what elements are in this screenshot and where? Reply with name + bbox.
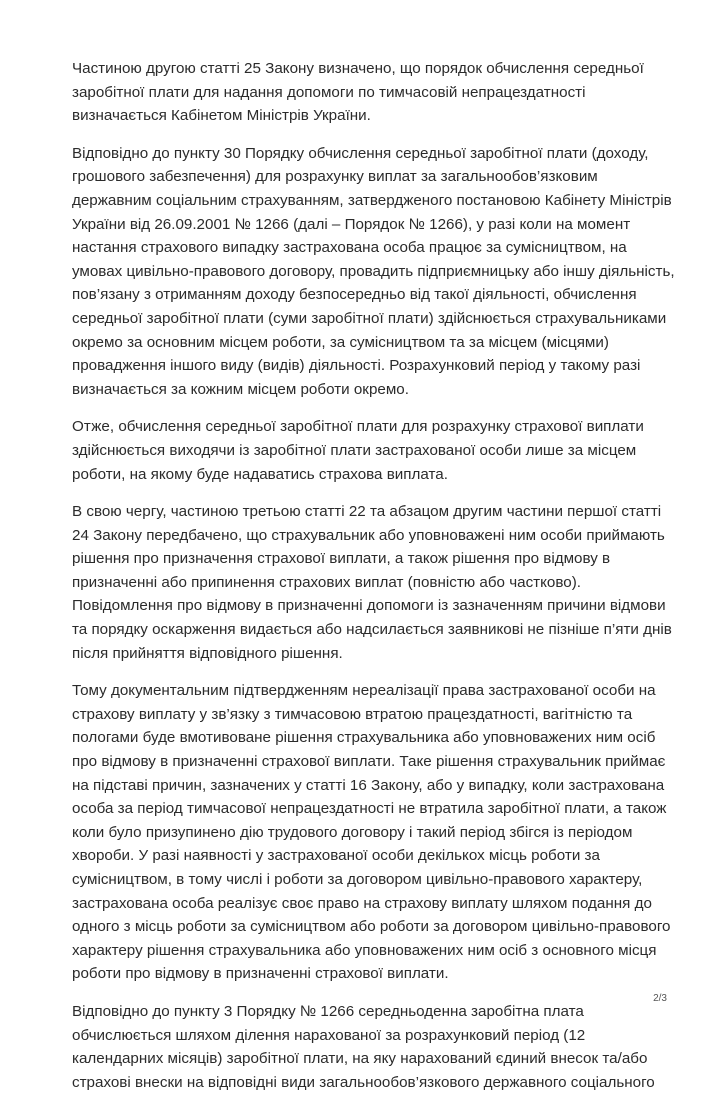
page-number: 2/3 [653,993,667,1004]
text-line: умовах цивільно-правового договору, провадить підприємницьку або іншу діяльність, [72,262,675,280]
text-line: роботи, на якому буде надаватись страхова виплата. [72,465,448,483]
text-line: Відповідно до пункту 30 Порядку обчислення середньої заробітної плати (доходу, [72,144,649,162]
text-line: коли було призупинено дію трудового договору і такий період збігся із періодом [72,823,633,841]
text-line: В свою чергу, частиною третьою статті 22 та абзацом другим частини першої статті [72,503,662,521]
text-line: Частиною другою статті 25 Закону визначено, що порядок обчислення середньої [72,60,644,77]
text-line: настання страхового випадку застрахована особа працює за сумісництвом, на [72,239,627,257]
text-line: Повідомлення про відмову в призначенні допомоги із зазначенням причини відмови [72,597,666,615]
paragraph [72,500,672,665]
text-line: обчислюється шляхом ділення нарахованої за розрахунковий період (12 [72,1026,586,1044]
text-line: роботи про відмову в призначенні страхової виплати. [72,965,449,983]
paragraph [72,1000,672,1094]
text-line: та порядку оскарження видається або надсилається заявникові не пізніше п’яти днів [72,621,672,639]
text-line: хвороби. У разі наявності у застрахованої особи декількох місць роботи за [72,847,600,865]
paragraph [72,57,672,128]
text-line: призначенні або припинення страхових виплат (повністю або частково). [72,573,581,591]
paragraph [72,415,672,486]
text-line: одного з місць роботи за сумісництвом або роботи за договором цивільно-правового [72,918,671,936]
text-line: страхові внески на відповідні види загальнообов’язкового державного соціального [72,1073,655,1091]
text-line: середньої заробітної плати (суми заробітної плати) здійснюється страхувальниками [72,309,667,327]
text-line: визначається за кожним місцем роботи окремо. [72,380,409,398]
text-line: заробітної плати для надання допомоги по тимчасовій непрацездатності [72,83,586,101]
text-line: провадження іншого виду (видів) діяльності. Розрахунковий період у такому разі [72,357,641,375]
text-line: про відмову в призначенні страхової виплати. Таке рішення страхувальник приймає [72,753,666,771]
text-line: страхову виплату у зв’язку з тимчасовою втратою працездатності, вагітністю та [72,705,633,723]
text-line: визначається Кабінетом Міністрів України. [72,107,371,125]
document-body [72,57,675,1108]
text-line: державним соціальним страхуванням, затвердженого постановою Кабінету Міністрів [72,191,672,209]
text-line: грошового забезпечення) для розрахунку виплат за загальнообов’язковим [72,168,598,186]
paragraph [72,142,675,402]
paragraph [72,679,672,986]
text-line: 24 Закону передбачено, що страхувальник або уповноважені ним особи приймають [72,526,665,544]
text-line: сумісництвом, в тому числі і роботи за договором цивільно-правового характеру, [72,871,643,888]
text-line: України від 26.09.2001 № 1266 (далі – Порядок № 1266), у разі коли на момент [72,215,631,233]
text-line: Відповідно до пункту 3 Порядку № 1266 середньоденна заробітна плата [72,1002,584,1020]
text-line: пологами буде вмотивоване рішення страхувальника або уповноважених ним осіб [72,729,656,747]
text-line: на підставі причин, зазначених у статті 16 Закону, або у випадку, коли застрахована [72,776,665,794]
text-line: застрахована особа реалізує своє право на страхову виплату шляхом подання до [72,894,652,912]
text-line: рішення про призначення страхової виплати, а також рішення про відмову в [72,550,611,568]
text-line: характеру рішення страхувальника або уповноважених ним осіб з основного місця [72,941,657,959]
text-line: календарних місяців) заробітної плати, на яку нарахований єдиний внесок та/або [72,1050,648,1068]
text-line: особа за період тимчасової непрацездатності не втратила заробітної плати, а також [72,800,667,818]
text-line: окремо за основним місцем роботи, за сумісництвом та за місцем (місцями) [72,333,609,351]
text-line: здійснюється виходячи із заробітної плати застрахованої особи лише за місцем [72,441,637,459]
text-line: пов’язану з отриманням доходу безпосередньо від такої діяльності, обчислення [72,286,637,304]
text-line: Отже, обчислення середньої заробітної плати для розрахунку страхової виплати [72,418,644,436]
text-line: Тому документальним підтвердженням нереалізації права застрахованої особи на [72,682,656,700]
text-line: після прийняття відповідного рішення. [72,644,343,662]
